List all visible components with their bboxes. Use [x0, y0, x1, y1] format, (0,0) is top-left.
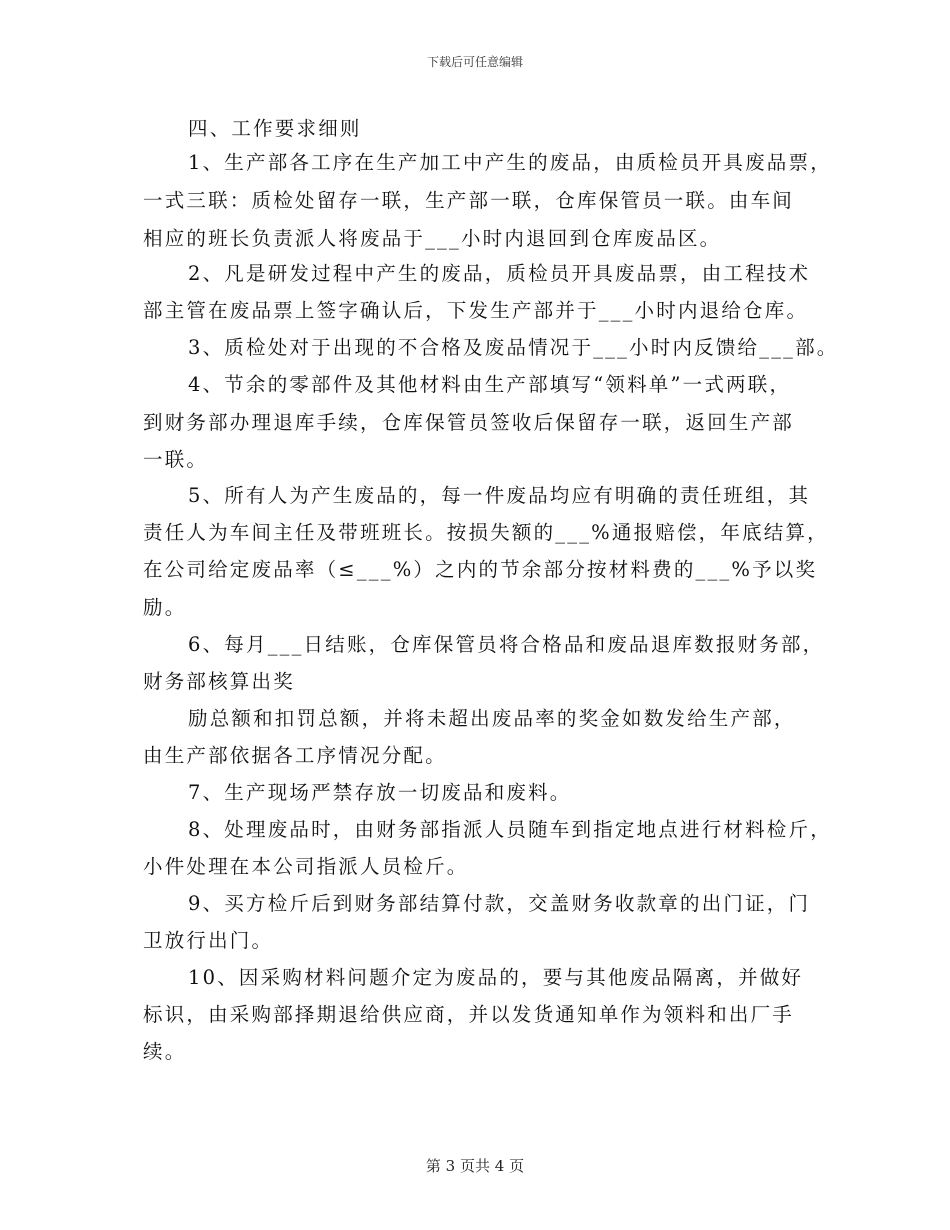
text-line: 一式三联：质检处留存一联，生产部一联，仓库保管员一联。由车间 — [143, 189, 795, 212]
page-header: 下载后可任意编辑 — [426, 55, 523, 69]
page-footer: 第 3 页共 4 页 — [425, 1157, 525, 1175]
text-line: 卫放行出门。 — [143, 929, 274, 952]
text-line: 标识，由采购部择期退给供应商，并以发货通知单作为领料和出厂手 — [143, 1003, 795, 1026]
text-line: 10、因采购材料问题介定为废品的，要与其他废品隔离，并做好 — [188, 966, 804, 989]
text-line: 部主管在废品票上签字确认后，下发生产部并于___小时内退给仓库。 — [143, 299, 809, 322]
text-line: 7、生产现场严禁存放一切废品和废料。 — [188, 781, 572, 804]
text-line: 8、处理废品时，由财务部指派人员随车到指定地点进行材料检斤， — [188, 818, 832, 841]
text-line: 3、质检处对于出现的不合格及废品情况于___小时内反馈给___部。 — [188, 336, 839, 359]
text-line: 由生产部依据各工序情况分配。 — [143, 744, 447, 767]
text-line: 5、所有人为产生废品的，每一件废品均应有明确的责任班组，其 — [188, 484, 811, 507]
text-line: 4、节余的零部件及其他材料由生产部填写“领料单”一式两联， — [188, 373, 792, 396]
text-line: 小件处理在本公司指派人员检斤。 — [143, 855, 469, 878]
text-line: 励总额和扣罚总额，并将未超出废品率的奖金如数发给生产部， — [188, 707, 796, 730]
text-line: 到财务部办理退库手续，仓库保管员签收后保留存一联，返回生产部 — [143, 411, 795, 434]
text-line: 四、工作要求细则 — [188, 117, 362, 140]
text-line: 相应的班长负责派人将废品于___小时内退回到仓库废品区。 — [143, 227, 722, 250]
text-line: 1、生产部各工序在生产加工中产生的废品，由质检员开具废品票， — [188, 151, 832, 174]
text-line: 财务部核算出奖 — [143, 670, 295, 693]
text-line: 续。 — [143, 1040, 187, 1063]
text-line: 6、每月___日结账，仓库保管员将合格品和废品退库数报财务部， — [188, 633, 825, 656]
text-line: 在公司给定废品率（≤___%）之内的节余部分按材料费的___%予以奖 — [143, 558, 818, 581]
text-line: 2、凡是研发过程中产生的废品，质检员开具废品票，由工程技术 — [188, 262, 811, 285]
text-line: 一联。 — [143, 448, 209, 471]
text-line: 责任人为车间主任及带班班长。按损失额的___%通报赔偿，年底结算， — [143, 521, 829, 544]
text-line: 励。 — [143, 596, 187, 619]
text-line: 9、买方检斤后到财务部结算付款，交盖财务收款章的出门证，门 — [188, 892, 811, 915]
